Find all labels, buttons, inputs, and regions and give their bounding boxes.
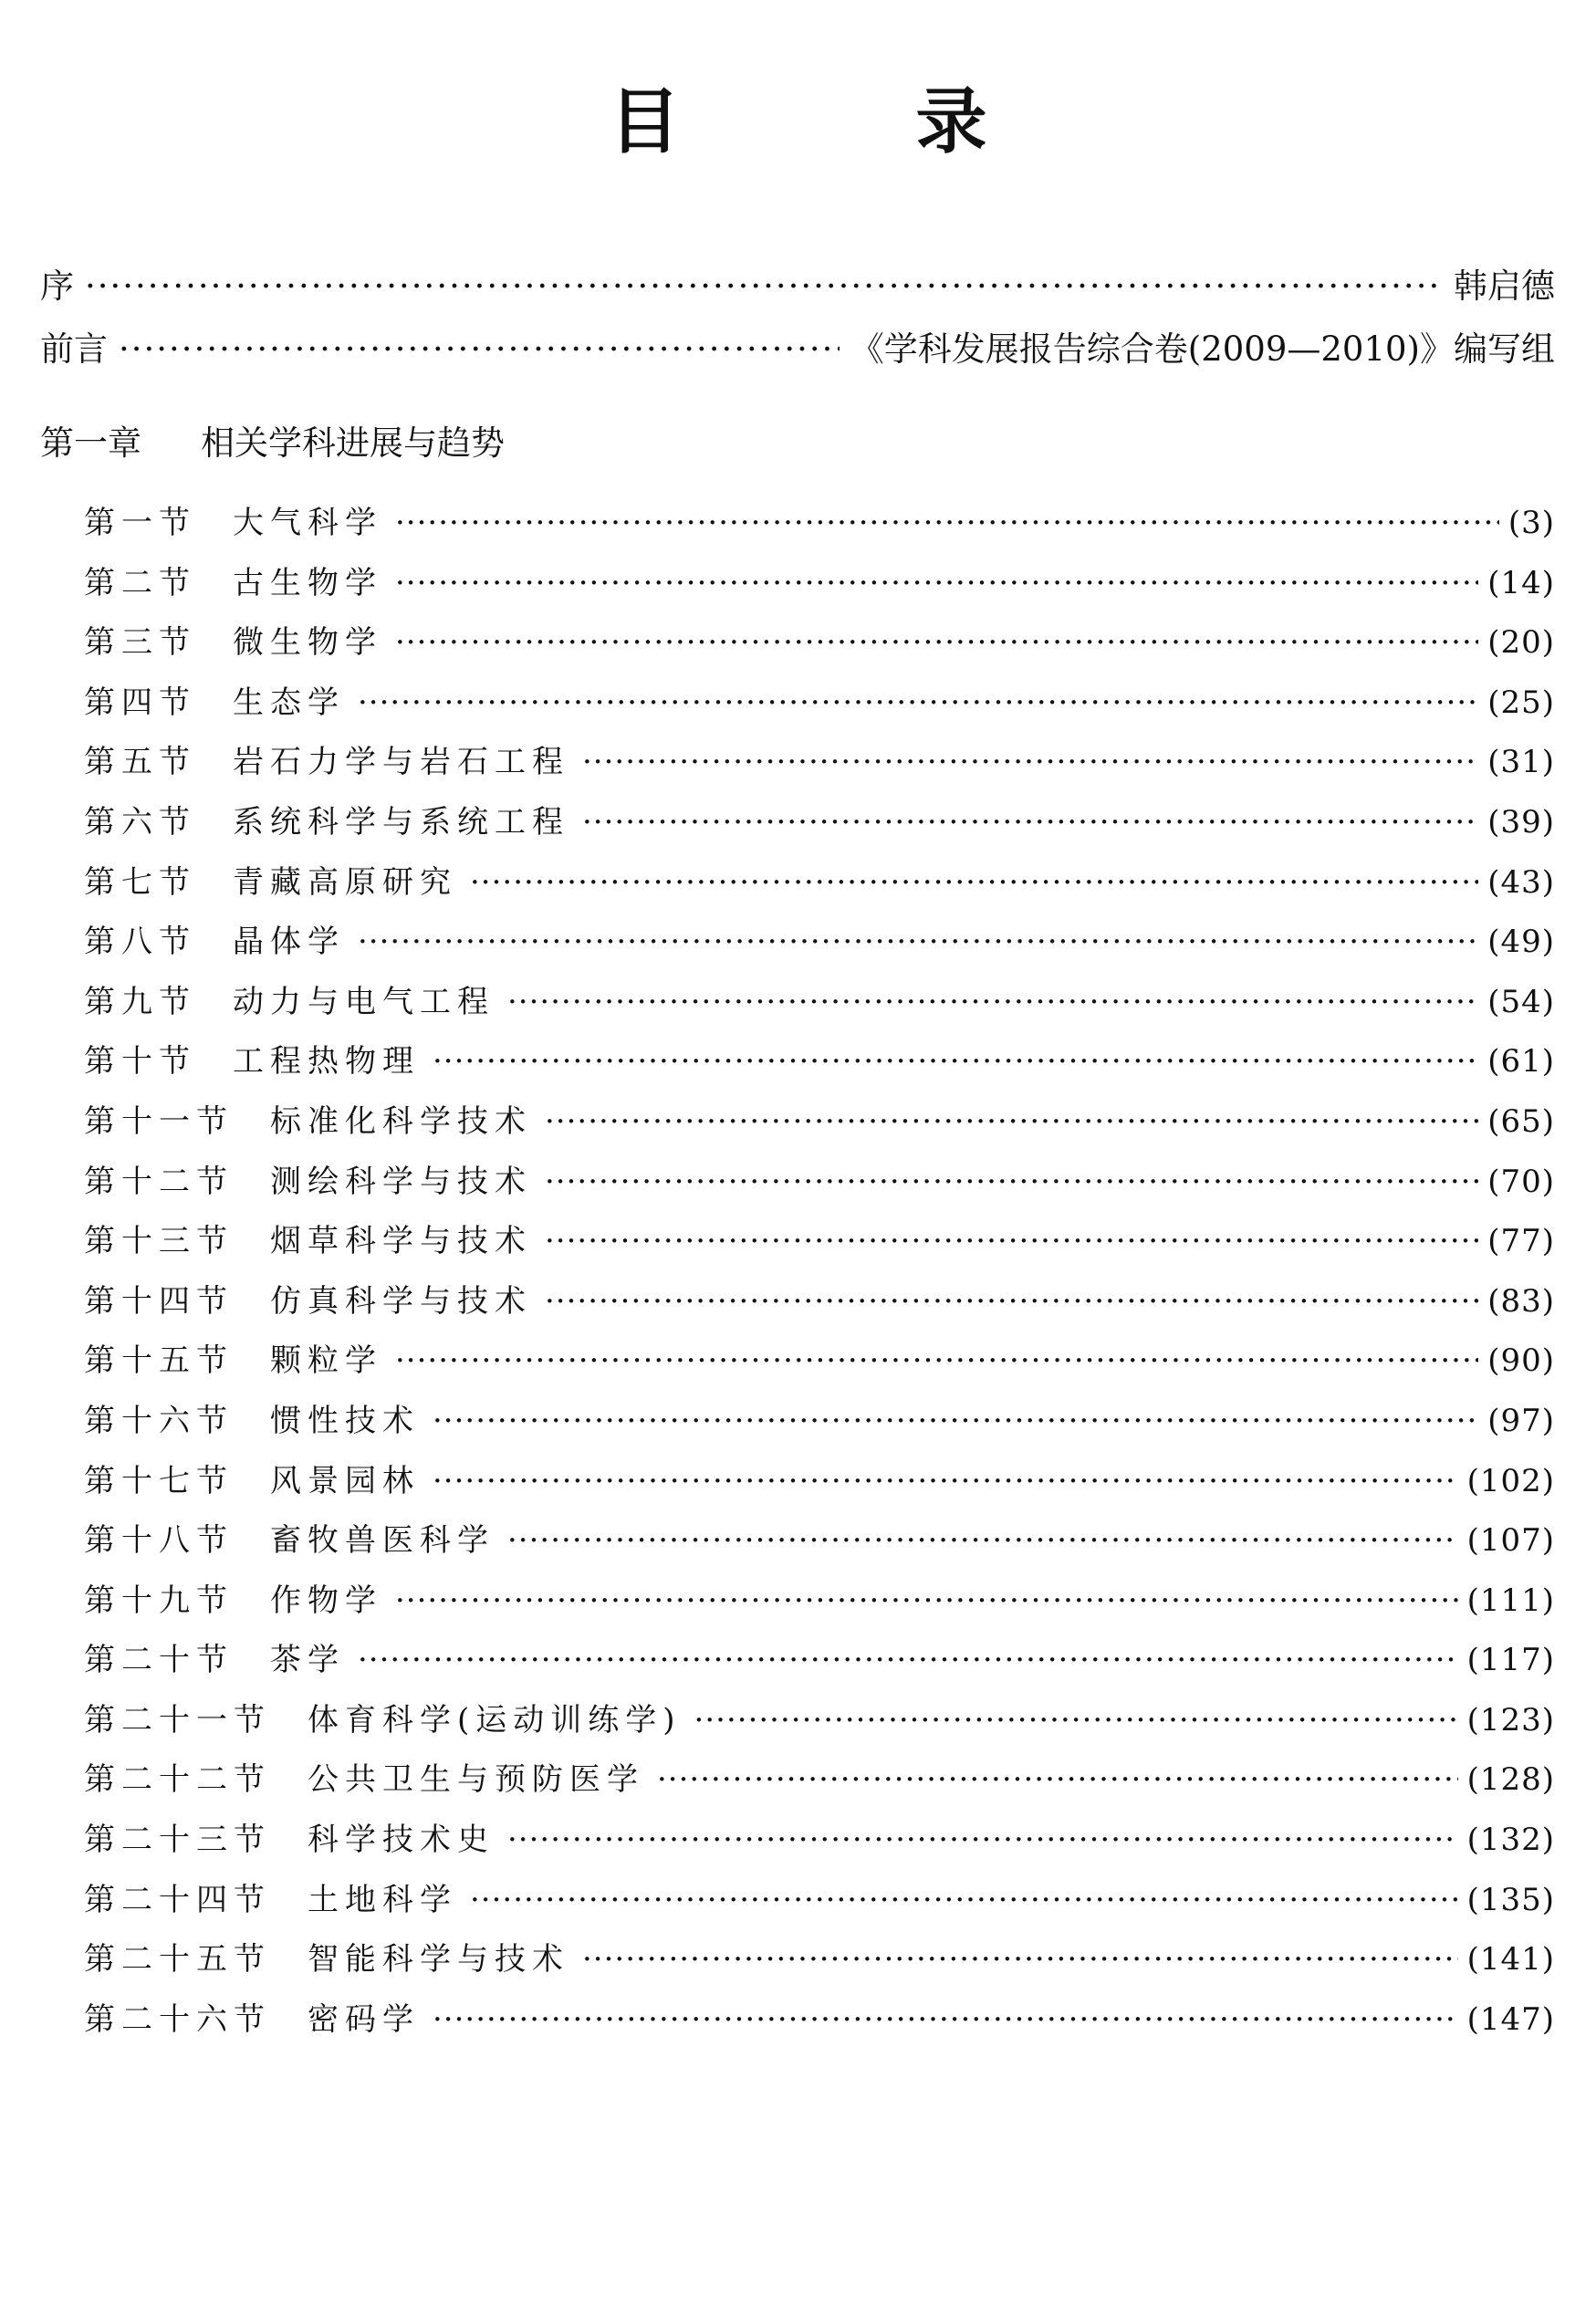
page-number: (25)	[1487, 684, 1555, 721]
section-number: 第十一节	[84, 1102, 234, 1140]
section-title: 青藏高原研究	[233, 863, 457, 901]
dot-leader	[358, 924, 1478, 960]
section-number: 第九节	[84, 983, 196, 1020]
dot-leader	[358, 684, 1478, 721]
front-matter-author: 《学科发展报告综合卷(2009—2010)》编写组	[850, 329, 1555, 369]
toc-entry[interactable]	[84, 736, 1555, 797]
chapter-title: 相关学科进展与趋势	[201, 423, 505, 463]
section-number: 第五节	[84, 744, 196, 781]
dot-leader	[545, 1283, 1478, 1320]
section-title: 标准化科学技术	[270, 1102, 532, 1140]
dot-leader	[395, 565, 1478, 601]
toc-entry[interactable]	[84, 1994, 1555, 2054]
toc-entry[interactable]	[84, 1575, 1555, 1635]
section-title: 茶学	[270, 1642, 345, 1679]
chapter-number: 第一章	[40, 423, 141, 463]
page-number: (147)	[1466, 2000, 1555, 2038]
dot-leader	[545, 1103, 1478, 1140]
section-number: 第十节	[84, 1043, 196, 1081]
dot-leader	[470, 864, 1478, 901]
toc-entry[interactable]	[84, 1456, 1555, 1516]
section-title: 生态学	[233, 684, 345, 721]
front-matter-author: 韩启德	[1454, 266, 1555, 306]
front-matter-foreword[interactable]	[40, 321, 1555, 371]
page-number: (43)	[1487, 863, 1555, 901]
section-title: 土地科学	[308, 1881, 457, 1918]
page-number: (61)	[1487, 1043, 1555, 1081]
section-title: 颗粒学	[270, 1342, 382, 1380]
dot-leader	[119, 329, 840, 369]
dot-leader	[507, 1822, 1458, 1858]
section-number: 第二十六节	[84, 2000, 271, 2038]
section-number: 第八节	[84, 924, 196, 961]
chapter-heading[interactable]	[40, 415, 505, 465]
section-title: 测绘科学与技术	[270, 1163, 532, 1200]
section-title: 古生物学	[233, 564, 382, 601]
page-number: (54)	[1487, 983, 1555, 1020]
page-number: (111)	[1466, 1582, 1555, 1619]
dot-leader	[395, 624, 1478, 661]
dot-leader	[582, 1941, 1458, 1978]
page-number: (65)	[1487, 1102, 1555, 1140]
dot-leader	[395, 1342, 1478, 1379]
section-number: 第三节	[84, 624, 196, 662]
toc-entry[interactable]	[84, 1754, 1555, 1814]
section-title: 科学技术史	[308, 1822, 495, 1859]
dot-leader	[507, 984, 1478, 1020]
section-number: 第二十三节	[84, 1822, 271, 1859]
page-number: (31)	[1487, 744, 1555, 781]
section-number: 第十三节	[84, 1223, 234, 1260]
toc-entry[interactable]	[84, 797, 1555, 857]
section-title: 惯性技术	[270, 1402, 420, 1439]
section-number: 第七节	[84, 863, 196, 901]
section-title: 体育科学(运动训练学)	[308, 1701, 682, 1738]
page-number: (123)	[1466, 1701, 1555, 1738]
toc-entry[interactable]	[84, 1395, 1555, 1456]
page-number: (83)	[1487, 1282, 1555, 1320]
front-matter-preface[interactable]	[40, 258, 1555, 308]
section-title: 烟草科学与技术	[270, 1223, 532, 1260]
toc-entry[interactable]	[84, 558, 1555, 618]
dot-leader	[545, 1164, 1478, 1200]
page-number: (20)	[1487, 624, 1555, 662]
dot-leader	[545, 1223, 1478, 1259]
page-number: (49)	[1487, 924, 1555, 961]
page-number: (39)	[1487, 803, 1555, 841]
section-number: 第二十一节	[84, 1701, 271, 1738]
front-matter-label: 序	[40, 266, 74, 306]
toc-entry[interactable]	[84, 1276, 1555, 1336]
dot-leader	[433, 2001, 1458, 2038]
dot-leader	[657, 1761, 1458, 1798]
section-number: 第十六节	[84, 1402, 234, 1439]
toc-entry[interactable]	[84, 976, 1555, 1037]
section-title: 公共卫生与预防医学	[308, 1761, 644, 1799]
section-number: 第六节	[84, 803, 196, 841]
toc-entry[interactable]	[84, 1934, 1555, 1994]
dot-leader	[395, 505, 1499, 541]
page-number: (90)	[1487, 1342, 1555, 1380]
section-title: 大气科学	[233, 505, 382, 541]
front-matter-label: 前言	[40, 329, 108, 369]
page-number: (135)	[1466, 1881, 1555, 1918]
section-number: 第二十二节	[84, 1761, 271, 1799]
toc-entry[interactable]	[84, 677, 1555, 737]
toc-entry[interactable]	[84, 1036, 1555, 1096]
section-title: 动力与电气工程	[233, 983, 495, 1020]
section-number: 第一节	[84, 505, 196, 541]
toc-entry[interactable]	[84, 916, 1555, 976]
page-title: 目 录	[609, 81, 1069, 163]
toc-entry[interactable]	[84, 1874, 1555, 1935]
toc-entry[interactable]	[84, 1695, 1555, 1755]
page-number: (132)	[1466, 1822, 1555, 1859]
section-title: 畜牧兽医科学	[270, 1522, 495, 1560]
section-list	[84, 497, 1555, 2053]
page-number: (128)	[1466, 1761, 1555, 1799]
page-number: (117)	[1466, 1642, 1555, 1679]
section-title: 作物学	[270, 1582, 382, 1619]
page-number: (141)	[1466, 1941, 1555, 1979]
dot-leader	[358, 1642, 1458, 1678]
section-title: 智能科学与技术	[308, 1941, 569, 1979]
dot-leader	[694, 1702, 1458, 1738]
dot-leader	[433, 1043, 1478, 1080]
section-number: 第十五节	[84, 1342, 234, 1380]
section-number: 第十九节	[84, 1582, 234, 1619]
page-number: (107)	[1466, 1522, 1555, 1560]
section-number: 第二节	[84, 564, 196, 601]
dot-leader	[433, 1463, 1458, 1499]
dot-leader	[85, 266, 1443, 306]
toc-entry[interactable]	[84, 1335, 1555, 1395]
page-number: (97)	[1487, 1402, 1555, 1439]
section-title: 风景园林	[270, 1462, 420, 1499]
page-number: (102)	[1466, 1462, 1555, 1499]
toc-entry[interactable]	[84, 497, 1555, 558]
section-number: 第十二节	[84, 1163, 234, 1200]
page-number: (14)	[1487, 564, 1555, 601]
section-title: 系统科学与系统工程	[233, 803, 569, 841]
page-number: (77)	[1487, 1223, 1555, 1260]
toc-entry[interactable]	[84, 1096, 1555, 1156]
section-number: 第十八节	[84, 1522, 234, 1560]
toc-entry[interactable]	[84, 1216, 1555, 1276]
dot-leader	[470, 1882, 1458, 1918]
dot-leader	[582, 744, 1478, 780]
section-title: 仿真科学与技术	[270, 1282, 532, 1320]
section-number: 第十七节	[84, 1462, 234, 1499]
toc-entry[interactable]	[84, 1515, 1555, 1575]
section-number: 第二十节	[84, 1642, 234, 1679]
section-title: 微生物学	[233, 624, 382, 662]
section-title: 岩石力学与岩石工程	[233, 744, 569, 781]
section-number: 第二十四节	[84, 1881, 271, 1918]
toc-entry[interactable]	[84, 1814, 1555, 1874]
toc-entry[interactable]	[84, 1156, 1555, 1216]
section-title: 密码学	[308, 2000, 420, 2038]
section-title: 工程热物理	[233, 1043, 420, 1081]
section-number: 第四节	[84, 684, 196, 721]
toc-entry[interactable]	[84, 857, 1555, 917]
toc-entry[interactable]	[84, 617, 1555, 677]
dot-leader	[507, 1522, 1458, 1559]
dot-leader	[395, 1582, 1458, 1619]
page-number: (70)	[1487, 1163, 1555, 1200]
dot-leader	[582, 804, 1478, 841]
section-title: 晶体学	[233, 924, 345, 961]
toc-entry[interactable]	[84, 1634, 1555, 1695]
section-number: 第十四节	[84, 1282, 234, 1320]
dot-leader	[433, 1403, 1478, 1439]
section-number: 第二十五节	[84, 1941, 271, 1979]
page-number: (3)	[1507, 505, 1555, 541]
